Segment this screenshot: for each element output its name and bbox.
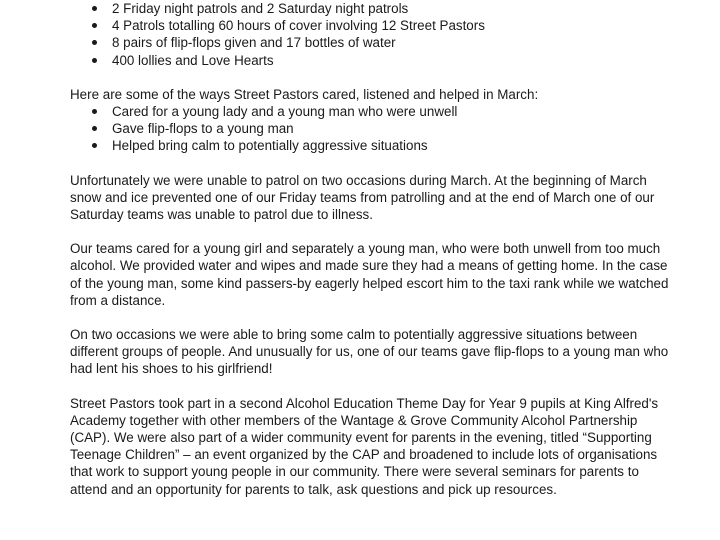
list-item: 4 Patrols totalling 60 hours of cover involving 12 Street Pastors: [70, 17, 670, 34]
help-list: [70, 103, 670, 155]
list-item: Helped bring calm to potentially aggressive situations: [70, 137, 670, 154]
list-item: Gave flip-flops to a young man: [70, 120, 670, 137]
list-item: 2 Friday night patrols and 2 Saturday night patrols: [70, 0, 670, 17]
document-page: [70, 0, 670, 498]
list-item: 8 pairs of flip-flops given and 17 bottles of water: [70, 34, 670, 51]
stats-list: [70, 0, 670, 69]
list-item: Cared for a young lady and a young man who were unwell: [70, 103, 670, 120]
paragraph-calm: On two occasions we were able to bring some calm to potentially aggressive situations between different groups of people. And unusually for us, one of our teams gave flip-flops to a young man who had lent his shoes to his girlfriend!: [70, 327, 669, 377]
list-item: 400 lollies and Love Hearts: [70, 52, 670, 69]
paragraph-theme-day: Street Pastors took part in a second Alcohol Education Theme Day for Year 9 pupils at King Alfred's Academy together with other members of the Wantage & Grove Community Alcohol Partnership (CAP). We were also part of a wider community event for parents in the evening, titled “Supporting Teenage Children” – an event organized by the CAP and broadened to include lots of organisations that work to support young people in our community. There were several seminars for parents to attend and an opportunity for parents to talk, ask questions and pick up resources.: [70, 395, 659, 497]
help-intro: Here are some of the ways Street Pastors cared, listened and helped in March:: [70, 86, 539, 102]
paragraph-cared-for: Our teams cared for a young girl and separately a young man, who were both unwell from too much alcohol. We provided water and wipes and made sure they had a means of getting home. In the case of the young man, some kind passers-by eagerly helped escort him to the taxi rank while we watched from a distance.: [70, 241, 669, 308]
paragraph-unable-to-patrol: Unfortunately we were unable to patrol on two occasions during March. At the beginning of March snow and ice prevented one of our Friday teams from patrolling and at the end of March one of our Saturday teams was unable to patrol due to illness.: [70, 172, 655, 223]
